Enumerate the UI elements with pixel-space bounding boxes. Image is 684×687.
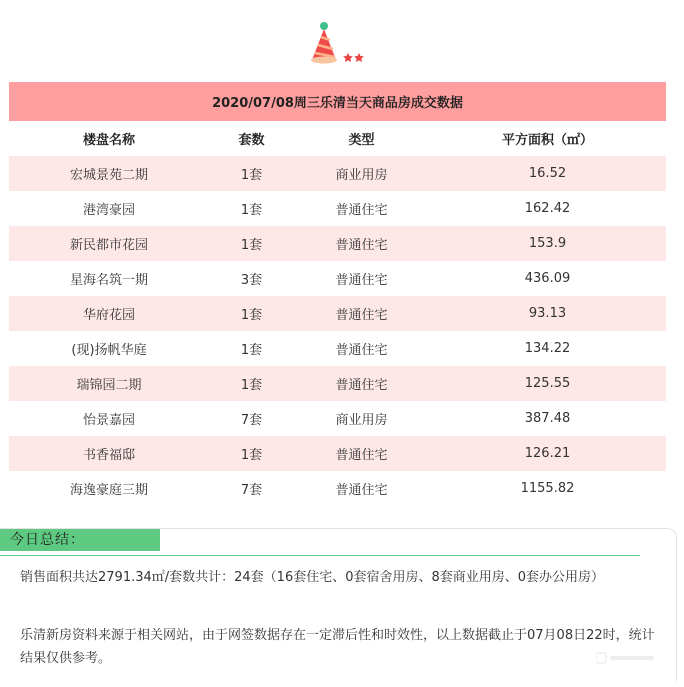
cell-type: 普通住宅 [335,378,388,393]
table-row [9,331,666,366]
cell-area: 125.55 [524,376,571,391]
cell-type: 普通住宅 [335,483,388,498]
header-type: 类型 [348,133,375,148]
cell-name: 华府花园 [82,308,135,323]
cell-type: 普通住宅 [335,308,388,323]
table-row [9,261,666,296]
cell-type: 普通住宅 [335,238,388,253]
cell-type: 商业用房 [335,413,388,428]
header-name: 楼盘名称 [82,133,135,148]
cell-name: 新民都市花园 [69,238,148,253]
cell-count: 1套 [240,448,263,463]
cell-count: 1套 [240,203,263,218]
cell-area: 93.13 [528,306,567,321]
cell-area: 126.21 [524,446,571,461]
table-row [9,401,666,436]
cell-name: (现)扬帆华庭 [71,343,147,358]
source-note: 乐清新房资料来源于相关网站，由于网签数据存在一定滞后性和时效性，以上数据截止于07月08日22时，统计结果仅供参考。 [20,628,655,666]
cell-name: 书香福邸 [82,448,135,463]
cell-name: 瑞锦园二期 [76,378,142,393]
cell-area: 436.09 [524,271,571,286]
summary-divider [0,555,640,556]
table-row [9,471,666,506]
table-row [9,156,666,191]
cell-type: 普通住宅 [335,273,388,288]
table-header-row [9,121,666,156]
table-row [9,191,666,226]
cell-area: 16.52 [528,166,567,181]
cell-type: 普通住宅 [335,203,388,218]
cell-area: 387.48 [524,411,571,426]
watermark-icon [596,651,656,665]
cell-name: 宏城景苑二期 [69,168,148,183]
cell-name: 怡景嘉园 [82,413,135,428]
cell-count: 1套 [240,238,263,253]
cell-count: 7套 [240,413,263,428]
cell-area: 162.42 [524,201,571,216]
cell-count: 1套 [240,168,263,183]
cell-count: 1套 [240,343,263,358]
header-count: 套数 [238,133,265,148]
cell-type: 普通住宅 [335,448,388,463]
table-row [9,366,666,401]
cell-type: 普通住宅 [335,343,388,358]
cell-name: 星海名筑一期 [69,273,148,288]
summary-tab-label: 今日总结： [0,529,160,551]
table-row [9,436,666,471]
cell-count: 1套 [240,378,263,393]
cell-count: 7套 [240,483,263,498]
table-row [9,296,666,331]
cell-count: 3套 [240,273,263,288]
cell-name: 海逸豪庭三期 [69,483,148,498]
cell-type: 商业用房 [335,168,388,183]
header-area: 平方面积（㎡） [501,133,593,148]
cell-area: 1155.82 [520,481,575,496]
summary-text: 销售面积共达2791.34㎡/套数共计：24套（16套住宅、0套宿舍用房、8套商业用房、0套办公用房） [20,570,605,585]
table-title: 2020/07/08周三乐清当天商品房成交数据 [9,82,666,121]
cell-area: 153.9 [528,236,567,251]
cell-name: 港湾豪园 [82,203,135,218]
cell-count: 1套 [240,308,263,323]
table-row [9,226,666,261]
cell-area: 134.22 [524,341,571,356]
party-hat-icon [306,20,376,66]
deals-table [9,82,666,506]
